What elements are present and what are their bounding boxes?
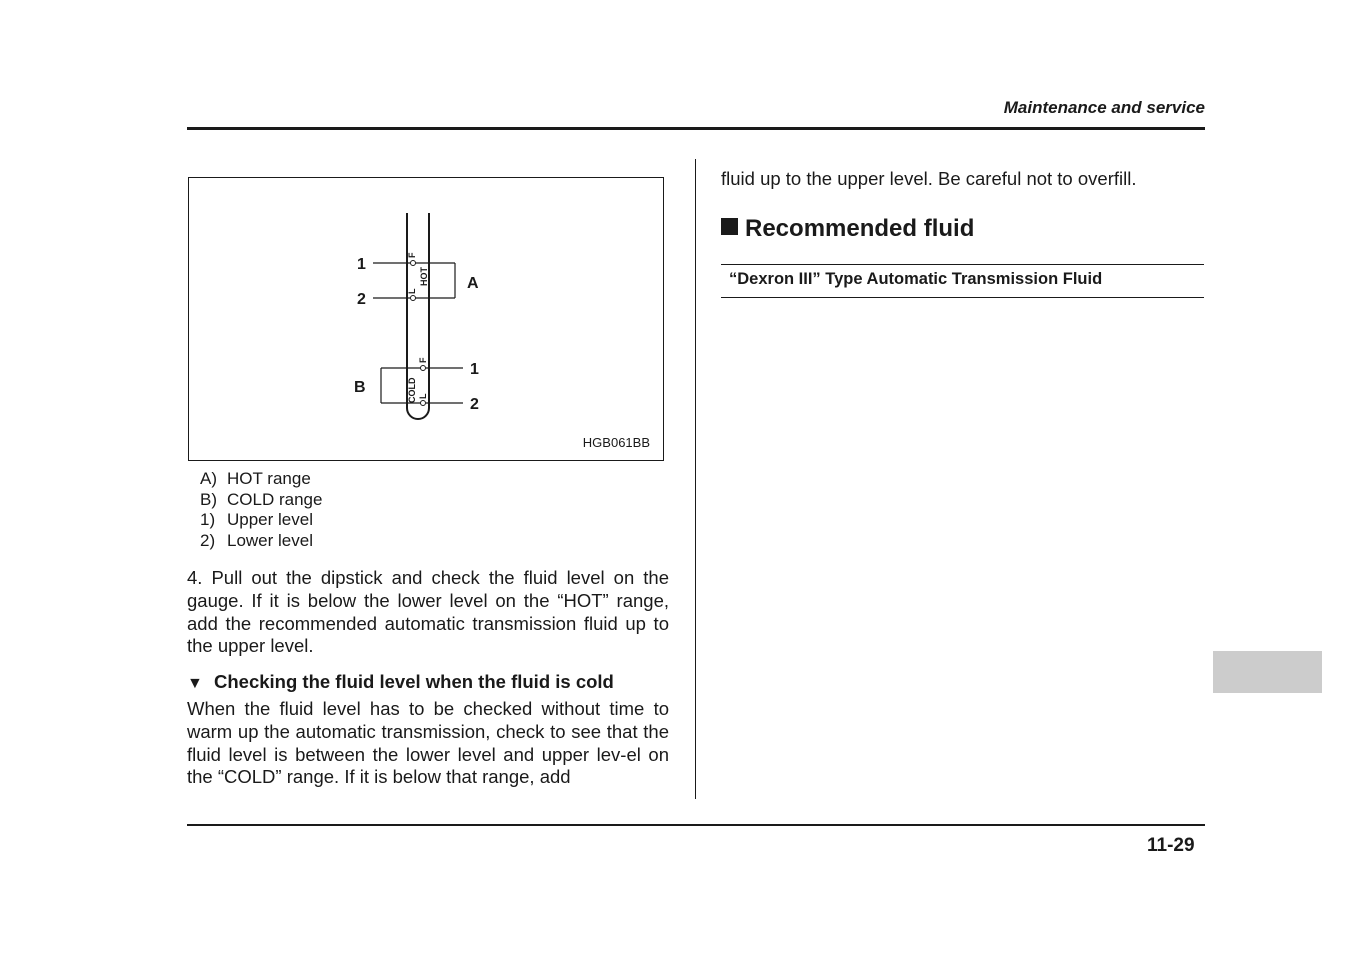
legend-text: COLD range: [227, 489, 323, 509]
callout-cold-lower: 2: [470, 396, 479, 413]
footer-rule: [187, 824, 1205, 826]
hot-lower-dot: [411, 296, 416, 301]
callout-hot-lower: 2: [357, 291, 366, 308]
column-divider: [695, 159, 696, 799]
subheading-text: Checking the fluid level when the fluid is cold: [214, 671, 614, 692]
callout-b: B: [354, 379, 366, 396]
cold-lower-dot: [421, 401, 426, 406]
cold-l-mark: L: [418, 393, 428, 399]
callout-hot-upper: 1: [357, 256, 366, 273]
cold-upper-dot: [421, 366, 426, 371]
cold-check-paragraph: When the fluid level has to be checked without time to warm up the automatic transmission, check to see that the fluid level is between the lower level and upper lev-el on the “COLD” range. If it is below that range, add: [187, 698, 669, 788]
cold-range-mark: COLD: [407, 377, 417, 403]
header-rule: [187, 127, 1205, 130]
callout-cold-upper: 1: [470, 361, 479, 378]
dipstick-diagram: [189, 178, 665, 462]
fluid-spec-cell: “Dexron III” Type Automatic Transmission Fluid: [729, 270, 1103, 288]
chapter-tab: [1213, 651, 1322, 693]
legend-item: [200, 490, 322, 511]
callout-a: A: [467, 275, 479, 292]
fluid-spec-table: [721, 264, 1204, 298]
figure-code: HGB061BB: [582, 435, 650, 450]
cold-check-subheading: [187, 671, 669, 693]
recommended-fluid-heading: [721, 215, 974, 243]
legend-item: [200, 510, 322, 531]
square-bullet-icon: [721, 218, 738, 235]
hot-range-mark: HOT: [419, 267, 429, 286]
section-header-title: Maintenance and service: [1003, 98, 1205, 117]
triangle-marker-icon: ▼: [187, 675, 203, 692]
legend-item: [200, 469, 322, 490]
dipstick-figure: [188, 177, 664, 461]
legend-key: B): [200, 489, 217, 509]
legend-key: 2): [200, 531, 216, 551]
legend-key: A): [200, 469, 217, 488]
legend-key: 1): [200, 510, 216, 530]
hot-f-mark: F: [407, 252, 417, 258]
legend-item: [200, 531, 322, 552]
legend-text: HOT range: [227, 469, 311, 488]
continued-paragraph: fluid up to the upper level. Be careful not to overfill.: [721, 168, 1137, 189]
page-number: 11-29: [1147, 835, 1195, 856]
legend-text: Lower level: [227, 531, 313, 551]
hot-l-mark: L: [407, 288, 417, 294]
step-4-paragraph: 4. Pull out the dipstick and check the fluid level on the gauge. If it is below the lower level on the “HOT” range, add the recommended automatic transmission fluid up to the upper level.: [187, 567, 669, 657]
cold-f-mark: F: [418, 357, 428, 363]
hot-upper-dot: [411, 261, 416, 266]
figure-legend: [200, 469, 322, 552]
legend-text: Upper level: [227, 510, 313, 530]
section-heading-text: Recommended fluid: [745, 215, 975, 242]
